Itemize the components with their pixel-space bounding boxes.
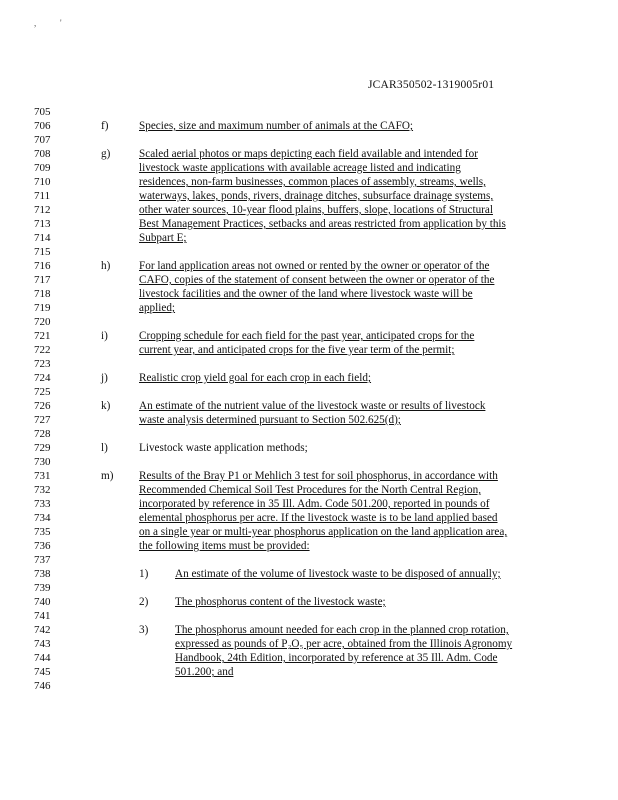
line-number: 733	[34, 498, 51, 510]
line-number: 719	[34, 302, 51, 314]
item-text-line: Best Management Practices, setbacks and areas restricted from application by this	[139, 218, 506, 230]
item-text-line: Scaled aerial photos or maps depicting each field available and intended for	[139, 148, 478, 160]
item-text-line: the following items must be provided:	[139, 540, 310, 552]
line-number: 738	[34, 568, 51, 580]
line-number: 727	[34, 414, 51, 426]
item-text-line: CAFO, copies of the statement of consent between the owner or operator of the	[139, 274, 495, 286]
item-label: l)	[101, 442, 108, 454]
item-label: h)	[101, 260, 111, 272]
line-number: 735	[34, 526, 51, 538]
subitem-text-line: The phosphorus content of the livestock waste;	[175, 596, 386, 608]
line-number: 705	[34, 106, 51, 118]
line-number: 720	[34, 316, 51, 328]
item-text-line: livestock facilities and the owner of the land where livestock waste will be	[139, 288, 473, 300]
line-number: 743	[34, 638, 51, 650]
line-number: 746	[34, 680, 51, 692]
item-text-line: livestock waste applications with available acreage listed and indicating	[139, 162, 461, 174]
line-number: 723	[34, 358, 51, 370]
item-text-line: Realistic crop yield goal for each crop in each field;	[139, 372, 372, 384]
item-text-line: on a single year or multi-year phosphorus application on the land application area,	[139, 526, 508, 538]
line-number: 728	[34, 428, 51, 440]
stray-mark: ,	[34, 18, 37, 28]
line-number: 712	[34, 204, 51, 216]
item-text-line: current year, and anticipated crops for the five year term of the permit;	[139, 344, 455, 356]
line-number: 707	[34, 134, 51, 146]
item-text-line: Livestock waste application methods;	[139, 442, 308, 454]
line-number: 717	[34, 274, 51, 286]
item-label: f)	[101, 120, 109, 132]
line-number: 729	[34, 442, 51, 454]
line-number: 737	[34, 554, 51, 566]
line-number: 734	[34, 512, 51, 524]
item-text-line: elemental phosphorus per acre. If the livestock waste is to be land applied based	[139, 512, 498, 524]
line-number: 731	[34, 470, 51, 482]
line-number: 742	[34, 624, 51, 636]
item-text-line: other water sources, 10-year flood plains, buffers, slope, locations of Structural	[139, 204, 493, 216]
line-number: 718	[34, 288, 51, 300]
item-text-line: For land application areas not owned or rented by the owner or operator of the	[139, 260, 490, 272]
item-text-line: residences, non-farm businesses, common places of assembly, streams, wells,	[139, 176, 486, 188]
line-number: 721	[34, 330, 51, 342]
item-label: g)	[101, 148, 111, 160]
item-label: i)	[101, 330, 108, 342]
item-text-line: Recommended Chemical Soil Test Procedures for the North Central Region,	[139, 484, 482, 496]
subitem-label: 1)	[139, 568, 149, 580]
line-number: 739	[34, 582, 51, 594]
line-number: 736	[34, 540, 51, 552]
subitem-label: 2)	[139, 596, 149, 608]
item-text-line: waterways, lakes, ponds, rivers, drainage ditches, subsurface drainage systems,	[139, 190, 494, 202]
subitem-label: 3)	[139, 624, 149, 636]
line-number: 706	[34, 120, 51, 132]
line-number: 725	[34, 386, 51, 398]
item-text-line: Results of the Bray P1 or Mehlich 3 test for soil phosphorus, in accordance with	[139, 470, 498, 482]
item-text-line: Subpart E;	[139, 232, 187, 244]
item-text-line: Cropping schedule for each field for the past year, anticipated crops for the	[139, 330, 475, 342]
line-number: 740	[34, 596, 51, 608]
stray-mark: '	[60, 18, 62, 28]
line-number: 709	[34, 162, 51, 174]
line-number: 722	[34, 344, 51, 356]
item-label: m)	[101, 470, 114, 482]
line-number: 711	[34, 190, 51, 202]
line-number: 714	[34, 232, 51, 244]
item-text-line: applied;	[139, 302, 176, 314]
line-number: 732	[34, 484, 51, 496]
item-label: j)	[101, 372, 108, 384]
subitem-text-line: 501.200; and	[175, 666, 234, 678]
line-number: 715	[34, 246, 51, 258]
line-number: 741	[34, 610, 51, 622]
document-code: JCAR350502-1319005r01	[368, 79, 495, 91]
line-number: 713	[34, 218, 51, 230]
subitem-text-line: An estimate of the volume of livestock waste to be disposed of annually;	[175, 568, 501, 580]
line-number: 745	[34, 666, 51, 678]
subitem-text-line: expressed as pounds of P₂O₅ per acre, obtained from the Illinois Agronomy	[175, 638, 513, 650]
line-number: 724	[34, 372, 51, 384]
line-number: 708	[34, 148, 51, 160]
line-number: 726	[34, 400, 51, 412]
subitem-text-line: Handbook, 24th Edition, incorporated by reference at 35 Ill. Adm. Code	[175, 652, 498, 664]
line-number: 744	[34, 652, 51, 664]
item-label: k)	[101, 400, 111, 412]
item-text-line: incorporated by reference in 35 Ill. Adm. Code 501.200, reported in pounds of	[139, 498, 490, 510]
item-text-line: Species, size and maximum number of animals at the CAFO;	[139, 120, 414, 132]
line-number: 716	[34, 260, 51, 272]
line-number: 730	[34, 456, 51, 468]
item-text-line: waste analysis determined pursuant to Section 502.625(d);	[139, 414, 401, 426]
line-number: 710	[34, 176, 51, 188]
item-text-line: An estimate of the nutrient value of the livestock waste or results of livestock	[139, 400, 486, 412]
subitem-text-line: The phosphorus amount needed for each crop in the planned crop rotation,	[175, 624, 509, 636]
